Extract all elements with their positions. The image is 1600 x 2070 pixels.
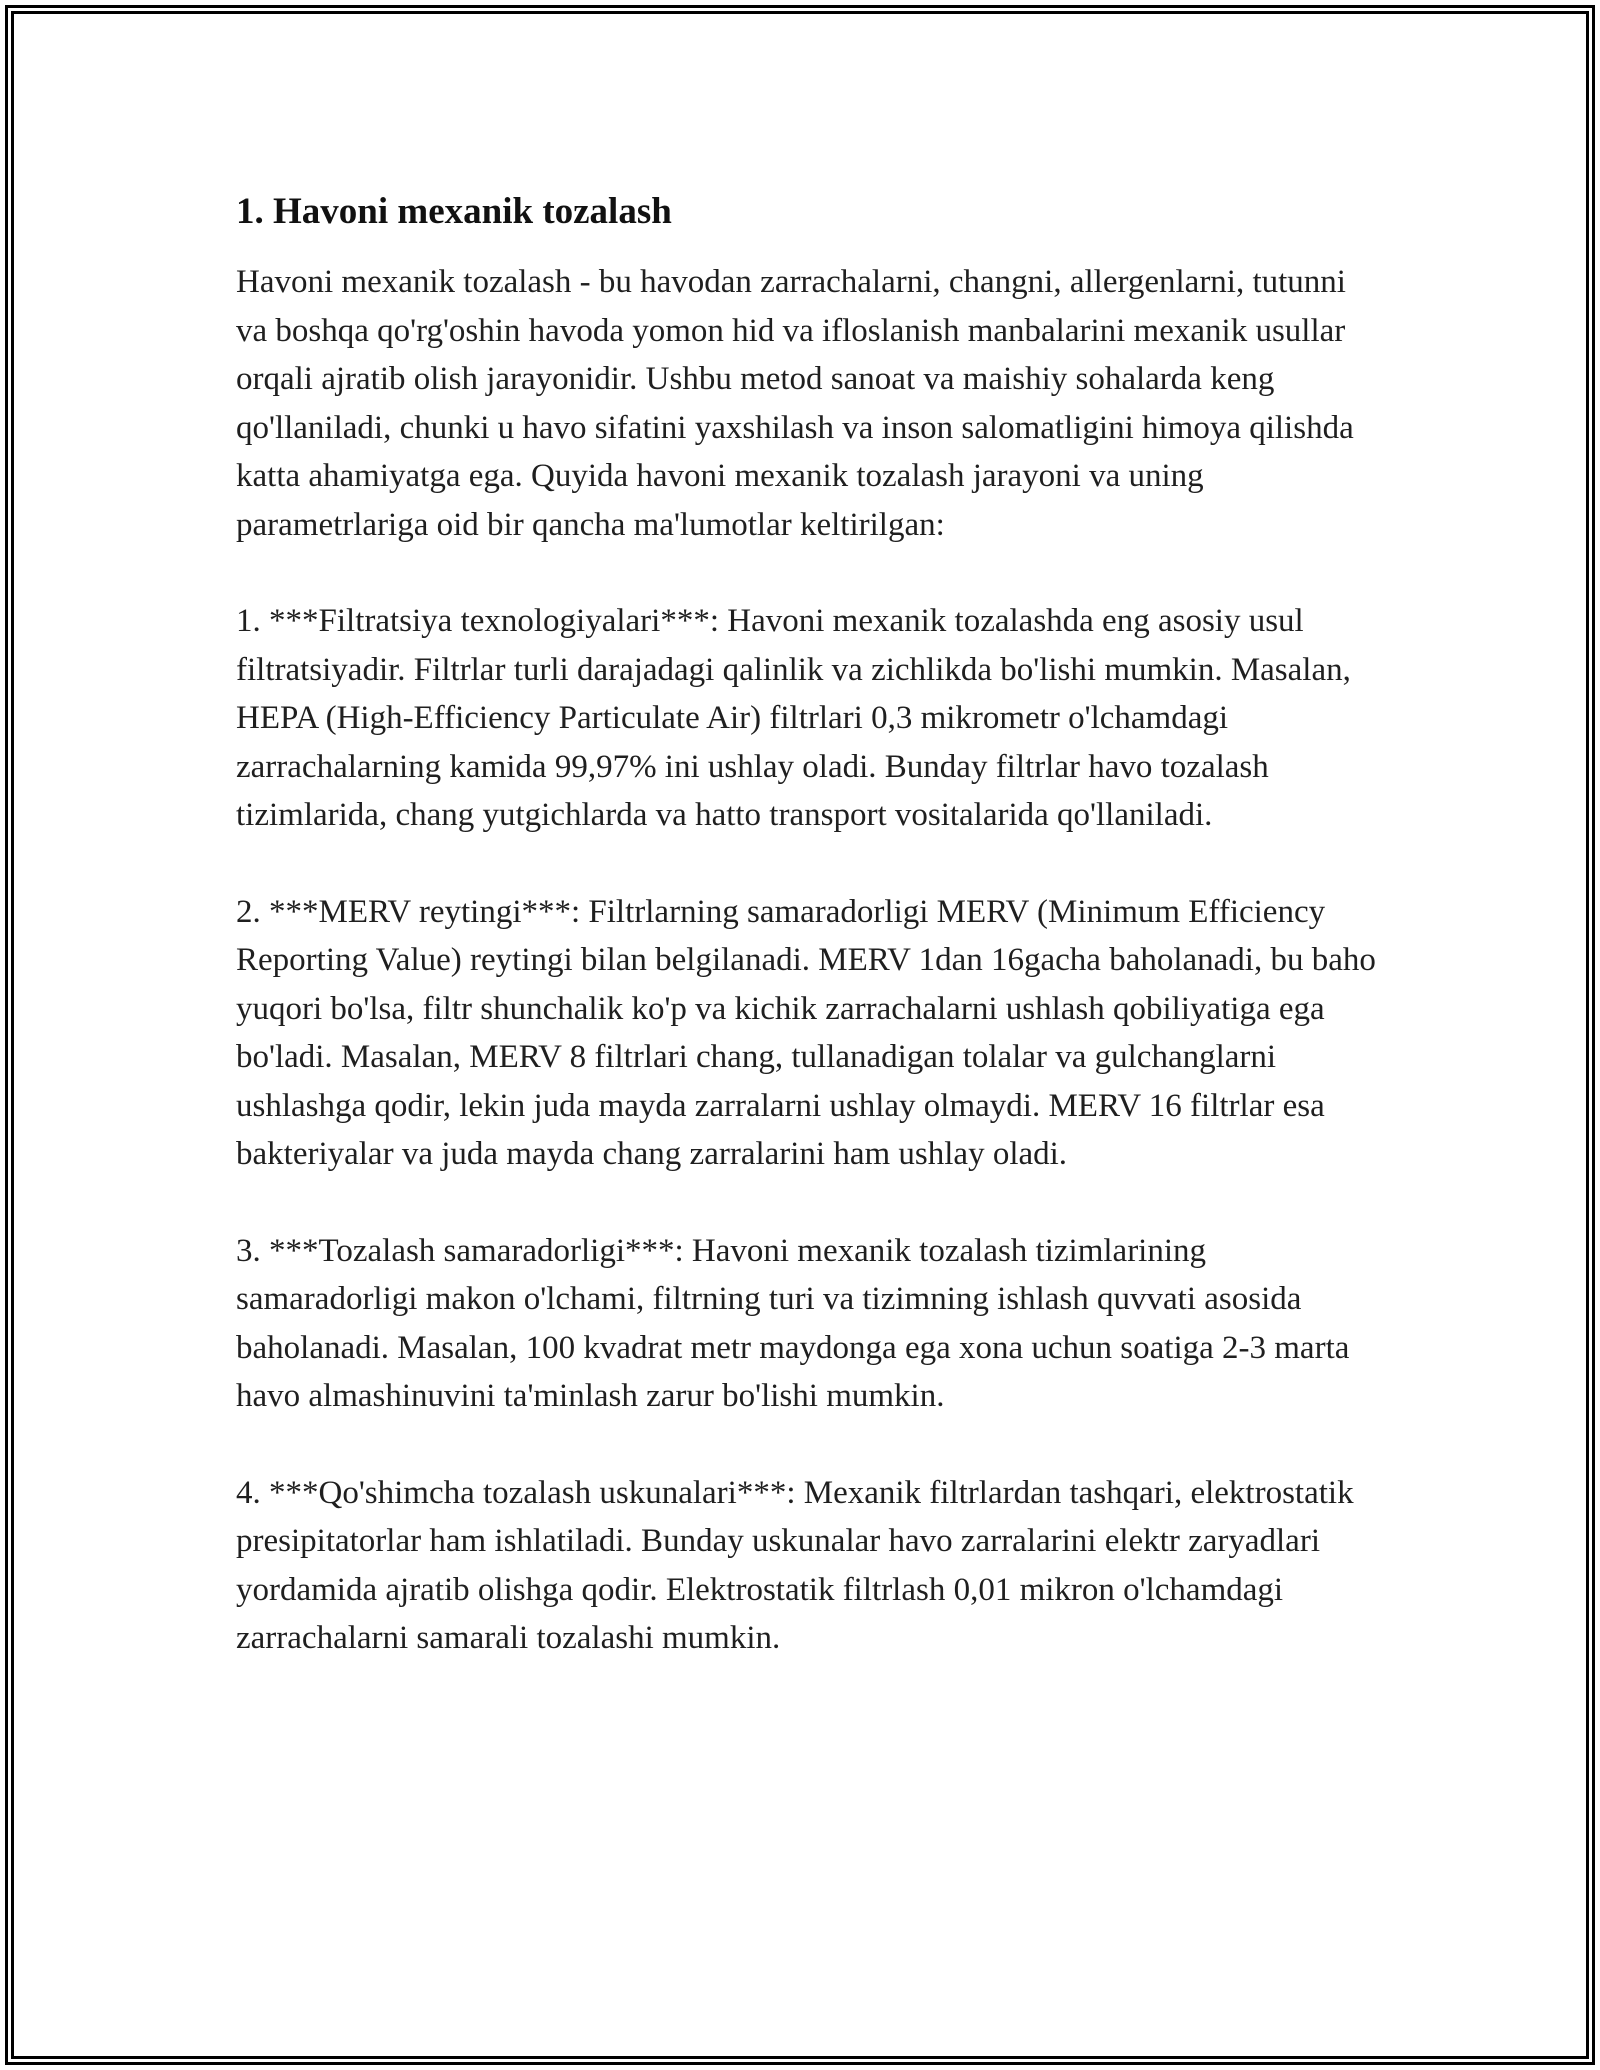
item-filtration-paragraph: 1. ***Filtratsiya texnologiyalari***: Havoni mexanik tozalashda eng asosiy usul filtratsiyadir. Filtrlar turli darajadagi qalinlik va zichlikda bo'lishi mumkin. Masalan, HEPA (High-Efficiency Particulate Air) filtrlari 0,3 mikrometr o'lchamdagi zarrachalarning kamida 99,97% ini ushlay oladi. Bunday filtrlar havo tozalash tizimlarida, chang yutgichlarda va hatto transport vositalarida qo'llaniladi.: [236, 603, 1351, 833]
intro-paragraph: Havoni mexanik tozalash - bu havodan zarrachalarni, changni, allergenlarni, tutunni va boshqa qo'rg'oshin havoda yomon hid va ifloslanish manbalarini mexanik usullar orqali ajratib olish jarayonidir. Ushbu metod sanoat va maishiy sohalarda keng qo'llaniladi, chunki u havo sifatini yaxshilash va inson salomatligini himoya qilishda katta ahamiyatga ega. Quyida havoni mexanik tozalash jarayoni va uning parametrlariga oid bir qancha ma'lumotlar keltirilgan:: [236, 264, 1354, 543]
section-title: 1. Havoni mexanik tozalash: [236, 191, 672, 232]
item-merv-paragraph: 2. ***MERV reytingi***: Filtrlarning samaradorligi MERV (Minimum Efficiency Reporting Value) reytingi bilan belgilanadi. MERV 1dan 16gacha baholanadi, bu baho yuqori bo'lsa, filtr shunchalik ko'p va kichik zarrachalarni ushlash qobiliyatiga ega bo'ladi. Masalan, MERV 8 filtrlari chang, tullanadigan tolalar va gulchanglarni ushlashga qodir, lekin juda mayda zarralarni ushlay olmaydi. MERV 16 filtrlar esa bakteriyalar va juda mayda chang zarralarini ham ushlay oladi.: [236, 893, 1376, 1172]
document-body: [236, 188, 1376, 1711]
item-equipment-paragraph: 4. ***Qo'shimcha tozalash uskunalari***: Mexanik filtrlardan tashqari, elektrostatik presipitatorlar ham ishlatiladi. Bunday uskunalar havo zarralarini elektr zaryadlari yordamida ajratib olishga qodir. Elektrostatik filtrlash 0,01 mikron o'lchamdagi zarrachalarni samarali tozalashi mumkin.: [236, 1474, 1354, 1656]
item-efficiency-paragraph: 3. ***Tozalash samaradorligi***: Havoni mexanik tozalash tizimlarining samaradorligi makon o'lchami, filtrning turi va tizimning ishlash quvvati asosida baholanadi. Masalan, 100 kvadrat metr maydonga ega xona uchun soatiga 2-3 marta havo almashinuvini ta'minlash zarur bo'lishi mumkin.: [236, 1232, 1350, 1414]
